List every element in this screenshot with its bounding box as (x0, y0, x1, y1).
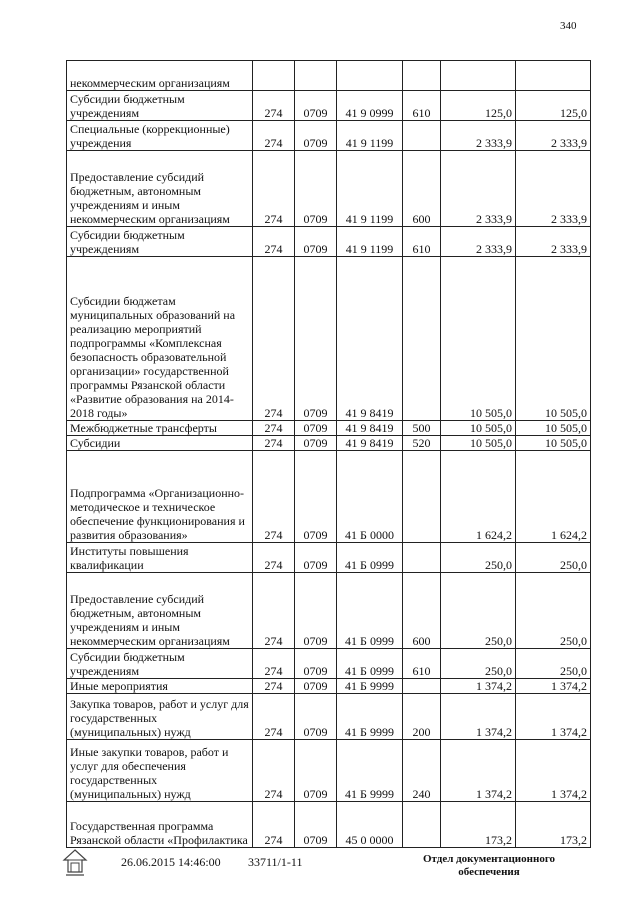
row-grbs: 274 (253, 679, 295, 694)
row-grbs: 274 (253, 91, 295, 121)
row-rz: 0709 (295, 421, 337, 436)
row-name: Иные мероприятия (67, 679, 253, 694)
budget-table (66, 60, 591, 848)
row-csr (337, 61, 403, 91)
row-name: Иные закупки товаров, работ и услуг для обеспечения государственных (муниципальных) нужд (67, 740, 253, 802)
row-name: Субсидии бюджетам муниципальных образований на реализацию мероприятий подпрограммы «Комплексная безопасность образовательной организации» государственной программы Рязанской области «Развитие образования на 2014-2018 годы» (67, 257, 253, 421)
row-vr (403, 257, 441, 421)
row-csr: 41 Б 0999 (337, 543, 403, 573)
table-row (67, 436, 591, 451)
row-vr (403, 679, 441, 694)
row-sum-1: 2 333,9 (441, 227, 516, 257)
page-number: 340 (560, 20, 577, 32)
table-row (67, 227, 591, 257)
table-row (67, 543, 591, 573)
row-rz: 0709 (295, 91, 337, 121)
row-sum-2: 1 374,2 (516, 694, 591, 740)
row-vr (403, 802, 441, 848)
row-name: Институты повышения квалификации (67, 543, 253, 573)
row-grbs: 274 (253, 257, 295, 421)
row-csr: 41 Б 0999 (337, 649, 403, 679)
table-row (67, 694, 591, 740)
row-csr: 41 9 1199 (337, 151, 403, 227)
row-vr: 610 (403, 649, 441, 679)
table-row (67, 257, 591, 421)
row-sum-1: 1 624,2 (441, 451, 516, 543)
row-grbs: 274 (253, 451, 295, 543)
row-rz: 0709 (295, 436, 337, 451)
row-sum-2: 173,2 (516, 802, 591, 848)
row-vr: 500 (403, 421, 441, 436)
table-row (67, 61, 591, 91)
row-csr: 41 Б 0999 (337, 573, 403, 649)
table-row (67, 151, 591, 227)
row-sum-1: 1 374,2 (441, 679, 516, 694)
row-name: Субсидии бюджетным учреждениям (67, 649, 253, 679)
row-sum-1: 10 505,0 (441, 257, 516, 421)
table-row (67, 121, 591, 151)
row-vr: 600 (403, 151, 441, 227)
row-grbs: 274 (253, 421, 295, 436)
row-sum-1: 1 374,2 (441, 740, 516, 802)
row-name: некоммерческим организациям (67, 61, 253, 91)
row-grbs: 274 (253, 436, 295, 451)
row-grbs: 274 (253, 151, 295, 227)
row-vr: 600 (403, 573, 441, 649)
row-sum-2: 10 505,0 (516, 421, 591, 436)
footer-doc-code: 33711/1-11 (248, 855, 303, 869)
row-rz (295, 61, 337, 91)
row-sum-2: 2 333,9 (516, 151, 591, 227)
row-sum-2: 250,0 (516, 649, 591, 679)
row-sum-2: 10 505,0 (516, 436, 591, 451)
row-grbs: 274 (253, 573, 295, 649)
row-grbs: 274 (253, 649, 295, 679)
table-row (67, 91, 591, 121)
row-csr: 41 Б 9999 (337, 679, 403, 694)
row-sum-2: 1 624,2 (516, 451, 591, 543)
row-sum-2: 125,0 (516, 91, 591, 121)
row-name: Предоставление субсидий бюджетным, автономным учреждениям и иным некоммерческим организациям (67, 151, 253, 227)
row-sum-2: 10 505,0 (516, 257, 591, 421)
row-sum-1: 1 374,2 (441, 694, 516, 740)
row-rz: 0709 (295, 694, 337, 740)
row-rz: 0709 (295, 257, 337, 421)
row-csr: 41 Б 9999 (337, 740, 403, 802)
table-row (67, 740, 591, 802)
row-sum-2: 250,0 (516, 573, 591, 649)
row-csr: 41 Б 0000 (337, 451, 403, 543)
emblem-icon (60, 848, 90, 878)
row-csr: 41 9 1199 (337, 227, 403, 257)
row-sum-1: 10 505,0 (441, 421, 516, 436)
row-vr (403, 121, 441, 151)
row-grbs: 274 (253, 227, 295, 257)
row-grbs: 274 (253, 802, 295, 848)
row-name: Подпрограмма «Организационно-методическое и техническое обеспечение функционирования и развития образования» (67, 451, 253, 543)
row-name: Специальные (коррекционные) учреждения (67, 121, 253, 151)
row-csr: 41 9 8419 (337, 257, 403, 421)
row-sum-2: 1 374,2 (516, 679, 591, 694)
table-row (67, 649, 591, 679)
row-name: Государственная программа Рязанской области «Профилактика (67, 802, 253, 848)
row-sum-1: 250,0 (441, 649, 516, 679)
row-sum-1: 250,0 (441, 573, 516, 649)
row-csr: 41 9 8419 (337, 436, 403, 451)
row-vr: 200 (403, 694, 441, 740)
table-row (67, 802, 591, 848)
row-rz: 0709 (295, 543, 337, 573)
row-grbs: 274 (253, 543, 295, 573)
row-sum-1 (441, 61, 516, 91)
row-sum-1: 10 505,0 (441, 436, 516, 451)
table-row (67, 421, 591, 436)
row-sum-2: 2 333,9 (516, 227, 591, 257)
row-name: Закупка товаров, работ и услуг для государственных (муниципальных) нужд (67, 694, 253, 740)
row-sum-1: 250,0 (441, 543, 516, 573)
row-grbs (253, 61, 295, 91)
table-row (67, 451, 591, 543)
row-vr (403, 61, 441, 91)
row-csr: 41 9 0999 (337, 91, 403, 121)
row-name: Субсидии бюджетным учреждениям (67, 227, 253, 257)
row-name: Субсидии бюджетным учреждениям (67, 91, 253, 121)
row-csr: 41 9 8419 (337, 421, 403, 436)
row-sum-1: 125,0 (441, 91, 516, 121)
table-row (67, 573, 591, 649)
row-rz: 0709 (295, 679, 337, 694)
row-rz: 0709 (295, 802, 337, 848)
row-sum-2 (516, 61, 591, 91)
row-name: Предоставление субсидий бюджетным, автономным учреждениям и иным некоммерческим организациям (67, 573, 253, 649)
row-sum-2: 250,0 (516, 543, 591, 573)
row-rz: 0709 (295, 451, 337, 543)
footer-department: Отдел документационного обеспечения (422, 853, 556, 878)
row-vr: 610 (403, 227, 441, 257)
row-vr (403, 543, 441, 573)
row-csr: 45 0 0000 (337, 802, 403, 848)
row-csr: 41 Б 9999 (337, 694, 403, 740)
row-rz: 0709 (295, 151, 337, 227)
footer-datetime: 26.06.2015 14:46:00 (121, 855, 221, 869)
row-grbs: 274 (253, 121, 295, 151)
row-rz: 0709 (295, 573, 337, 649)
row-sum-2: 1 374,2 (516, 740, 591, 802)
row-sum-1: 2 333,9 (441, 121, 516, 151)
row-grbs: 274 (253, 740, 295, 802)
row-sum-1: 2 333,9 (441, 151, 516, 227)
row-vr: 240 (403, 740, 441, 802)
row-sum-2: 2 333,9 (516, 121, 591, 151)
row-vr: 610 (403, 91, 441, 121)
row-sum-1: 173,2 (441, 802, 516, 848)
row-rz: 0709 (295, 121, 337, 151)
row-name: Межбюджетные трансферты (67, 421, 253, 436)
row-vr (403, 451, 441, 543)
row-name: Субсидии (67, 436, 253, 451)
row-csr: 41 9 1199 (337, 121, 403, 151)
row-grbs: 274 (253, 694, 295, 740)
row-rz: 0709 (295, 649, 337, 679)
row-rz: 0709 (295, 227, 337, 257)
table-row (67, 679, 591, 694)
row-vr: 520 (403, 436, 441, 451)
row-rz: 0709 (295, 740, 337, 802)
